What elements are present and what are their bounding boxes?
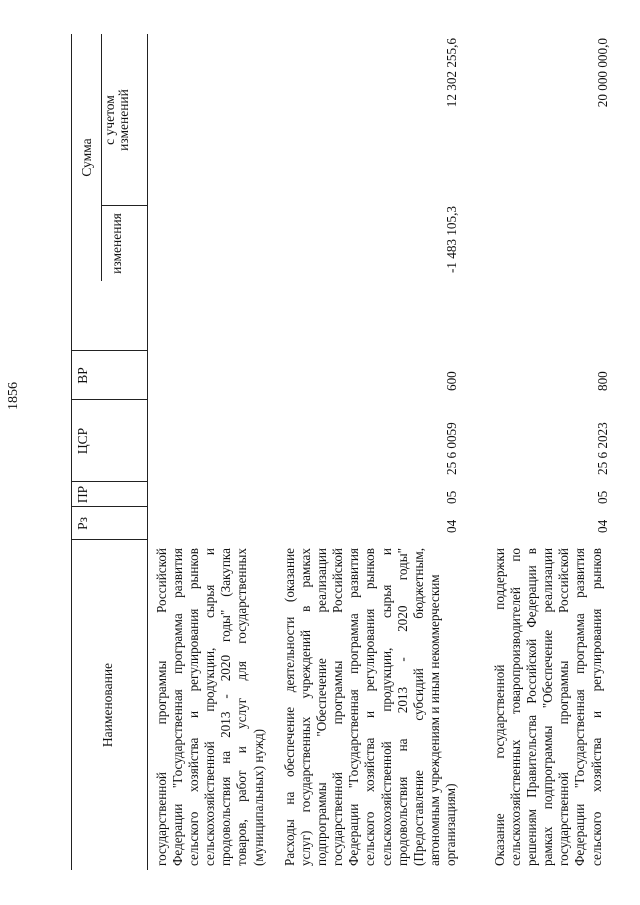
header-rz: Рз xyxy=(75,517,90,530)
row-line: (Предоставление субсидий бюджетным, xyxy=(410,548,426,866)
header-pr: ПР xyxy=(75,485,90,504)
row-pr: 05 xyxy=(595,490,610,504)
row-line: решениям Правительства Российской Федерации в xyxy=(524,548,540,866)
row-line: государственной программы Российской xyxy=(330,548,346,866)
row-rz: 04 xyxy=(595,519,610,533)
row-total: 20 000 000,0 xyxy=(595,38,610,108)
row-line: автономным учреждениям и иным некоммерческим xyxy=(426,574,442,866)
header-with-changes-line1: с учетом xyxy=(102,95,117,145)
header-bottom-border xyxy=(147,34,148,870)
row-line: рамках подпрограммы "Обеспечение реализации xyxy=(540,548,556,866)
row-total: 12 302 255,6 xyxy=(444,38,459,108)
row-line: сельского хозяйства и регулирования рынков xyxy=(186,548,202,866)
row-line: подпрограммы "Обеспечение реализации xyxy=(314,548,330,866)
row-csr: 25 6 2023 xyxy=(595,422,610,475)
row-line: продовольствия на 2013 - 2020 годы" xyxy=(394,548,410,866)
row-line: товаров, работ и услуг для государственных xyxy=(234,548,250,866)
row-change: -1 483 105,3 xyxy=(444,206,459,274)
table-top-border xyxy=(71,34,72,870)
row-line: сельскохозяйственной продукции, сырья и xyxy=(378,548,394,866)
row-line: Федерации "Государственная программа развития xyxy=(346,548,362,866)
row-line: государственной программы Российской xyxy=(556,548,572,866)
row-line: сельскохозяйственной продукции, сырья и xyxy=(202,548,218,866)
row-line: Федерации "Государственная программа развития xyxy=(572,548,588,866)
table-row-name xyxy=(492,548,605,866)
row-rz: 04 xyxy=(444,519,459,533)
row-line: услуг) государственных учреждений в рамках xyxy=(298,548,314,866)
row-line: государственной программы Российской xyxy=(154,548,169,866)
row-csr: 25 6 0059 xyxy=(444,422,459,475)
row-line: продовольствия на 2013 - 2020 годы" (Закупка xyxy=(218,548,234,866)
table-row-name xyxy=(282,548,459,866)
row-line: Оказание государственной поддержки xyxy=(492,548,507,866)
row-line: сельскохозяйственных товаропроизводителей по xyxy=(508,548,524,866)
budget-table xyxy=(70,34,626,870)
header-sum: Сумма xyxy=(79,138,94,177)
row-line: (муниципальных) нужд) xyxy=(250,728,266,866)
row-vr: 800 xyxy=(595,371,610,391)
header-with-changes-line2: изменений xyxy=(116,89,131,151)
row-vr: 600 xyxy=(444,371,459,391)
row-line: Расходы на обеспечение деятельности (оказание xyxy=(282,548,297,866)
header-vr: ВР xyxy=(75,367,90,384)
table-row-name xyxy=(154,548,267,866)
page-number: 1856 xyxy=(6,382,21,410)
header-changes: изменения xyxy=(109,213,124,274)
row-line: организациям) xyxy=(442,783,458,866)
row-pr: 05 xyxy=(444,490,459,504)
row-line: Федерации "Государственная программа развития xyxy=(170,548,186,866)
header-with-changes xyxy=(103,34,131,206)
header-name: Наименование xyxy=(100,662,115,748)
row-line: сельского хозяйства и регулирования рынков xyxy=(588,548,604,866)
header-csr: ЦСР xyxy=(75,427,90,455)
row-line: сельского хозяйства и регулирования рынков xyxy=(362,548,378,866)
sum-subheader-divider xyxy=(101,34,102,281)
